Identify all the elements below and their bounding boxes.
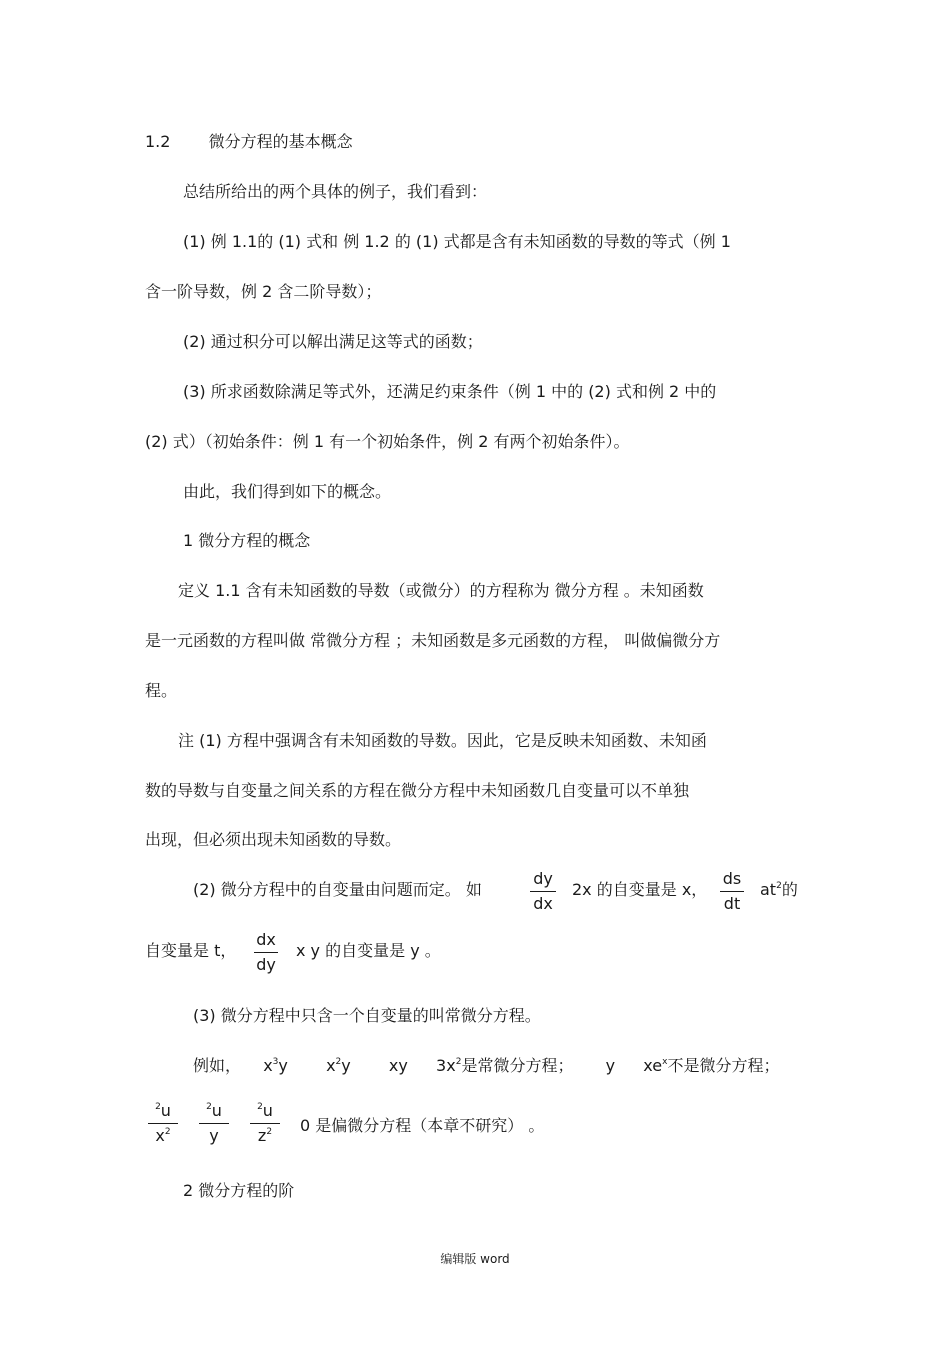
exponent: 2 <box>335 1057 342 1067</box>
summary-paragraph: 总结所给出的两个具体的例子，我们看到： <box>183 182 488 201</box>
fraction-dx-dy <box>254 931 278 974</box>
fraction-dy-dx <box>530 870 556 913</box>
fraction-bar <box>148 1123 178 1124</box>
exponent: 2 <box>155 1102 161 1112</box>
fraction-denominator: z <box>257 1126 267 1145</box>
exponent: 2 <box>266 1127 273 1137</box>
subsection-1-heading: 1 微分方程的概念 <box>183 531 311 550</box>
text: 是常微分方程； <box>461 1056 574 1075</box>
math-term: x <box>326 1056 336 1075</box>
fraction-bar <box>250 1123 280 1124</box>
fraction-denominator: y <box>209 1126 219 1145</box>
conclusion: 由此，我们得到如下的概念。 <box>183 482 392 501</box>
note2-line2-prefix: 自变量是 t， <box>145 941 237 960</box>
example-label: 例如， <box>193 1056 242 1075</box>
section-title: 微分方程的基本概念 <box>208 132 353 151</box>
partial-fraction-y <box>199 1102 229 1145</box>
definition-line-2: 是一元函数的方程叫做 常微分方程 ；未知函数是多元函数的方程， 叫做偏微分方 <box>145 631 721 650</box>
subsection-2-heading: 2 微分方程的阶 <box>183 1181 295 1200</box>
fraction-denominator: dy <box>256 955 276 974</box>
note-line-1: 注 (1) 方程中强调含有未知函数的导数。因此，它是反映未知函数、未知函 <box>178 731 707 750</box>
math-term: y <box>341 1056 351 1075</box>
text: 的 <box>781 880 798 899</box>
point-1-line-1: (1) 例 1.1的 (1) 式和 例 1.2 的 (1) 式都是含有未知函数的导数的等式（例 1 <box>183 232 731 251</box>
note-line-2: 数的导数与自变量之间关系的方程在微分方程中未知函数几自变量可以不单独 <box>145 781 690 800</box>
fraction-numerator: dx <box>256 930 276 949</box>
example-line <box>193 1056 779 1076</box>
math-term: y <box>278 1056 288 1075</box>
partial-fraction-x <box>148 1102 178 1145</box>
fraction-denominator: x <box>155 1126 165 1145</box>
exponent: 2 <box>776 881 782 891</box>
fraction-numerator: ds <box>722 869 742 888</box>
note2-line2-tail: x y 的自变量是 y 。 <box>296 941 441 960</box>
note2-prefix: (2) 微分方程中的自变量由问题而定。 如 <box>193 880 482 899</box>
note3: (3) 微分方程中只含一个自变量的叫常微分方程。 <box>193 1006 541 1025</box>
fraction-denominator: dt <box>723 894 741 913</box>
fraction-numerator: dy <box>533 869 553 888</box>
pde-tail: 0 是偏微分方程（本章不研究） 。 <box>300 1116 545 1135</box>
partial-fraction-z <box>250 1102 280 1145</box>
exponent: 2 <box>164 1127 171 1137</box>
section-heading <box>145 132 353 152</box>
exponent: 2 <box>455 1057 462 1067</box>
exponent: 2 <box>257 1102 263 1112</box>
exponent: x <box>662 1057 668 1067</box>
text: 不是微分方程； <box>667 1056 780 1075</box>
definition-line-3: 程。 <box>145 681 178 700</box>
math-term: y <box>605 1056 616 1075</box>
math-term: 3x <box>436 1056 456 1075</box>
note-line-3: 出现，但必须出现未知函数的导数。 <box>145 830 402 849</box>
page-footer: 编辑版 word <box>440 1252 510 1266</box>
fraction-bar <box>530 891 556 892</box>
math-term: xe <box>643 1056 663 1075</box>
fraction-bar <box>199 1123 229 1124</box>
exponent: 3 <box>272 1057 279 1067</box>
fraction-bar <box>254 952 278 953</box>
math-term: xy <box>388 1056 408 1075</box>
fraction-ds-dt <box>720 870 744 913</box>
note2-mid: 2x 的自变量是 x， <box>572 880 708 899</box>
point-3-line-1: (3) 所求函数除满足等式外，还满足约束条件（例 1 中的 (2) 式和例 2 中的 <box>183 382 717 401</box>
fraction-denominator: dx <box>533 894 553 913</box>
math-term: x <box>263 1056 273 1075</box>
point-1-line-2: 含一阶导数，例 2 含二阶导数）； <box>145 282 382 301</box>
fraction-numerator: u <box>262 1101 273 1120</box>
definition-line-1: 定义 1.1 含有未知函数的导数（或微分）的方程称为 微分方程 。未知函数 <box>178 581 704 600</box>
exponent: 2 <box>206 1102 212 1112</box>
point-2: (2) 通过积分可以解出满足这等式的函数； <box>183 332 483 351</box>
point-3-line-2: (2) 式）（初始条件：例 1 有一个初始条件，例 2 有两个初始条件）。 <box>145 432 630 451</box>
math-term: at <box>760 880 777 899</box>
fraction-bar <box>720 891 744 892</box>
section-number: 1.2 <box>145 132 171 151</box>
fraction-numerator: u <box>160 1101 171 1120</box>
note2-tail <box>760 880 798 900</box>
fraction-numerator: u <box>211 1101 222 1120</box>
